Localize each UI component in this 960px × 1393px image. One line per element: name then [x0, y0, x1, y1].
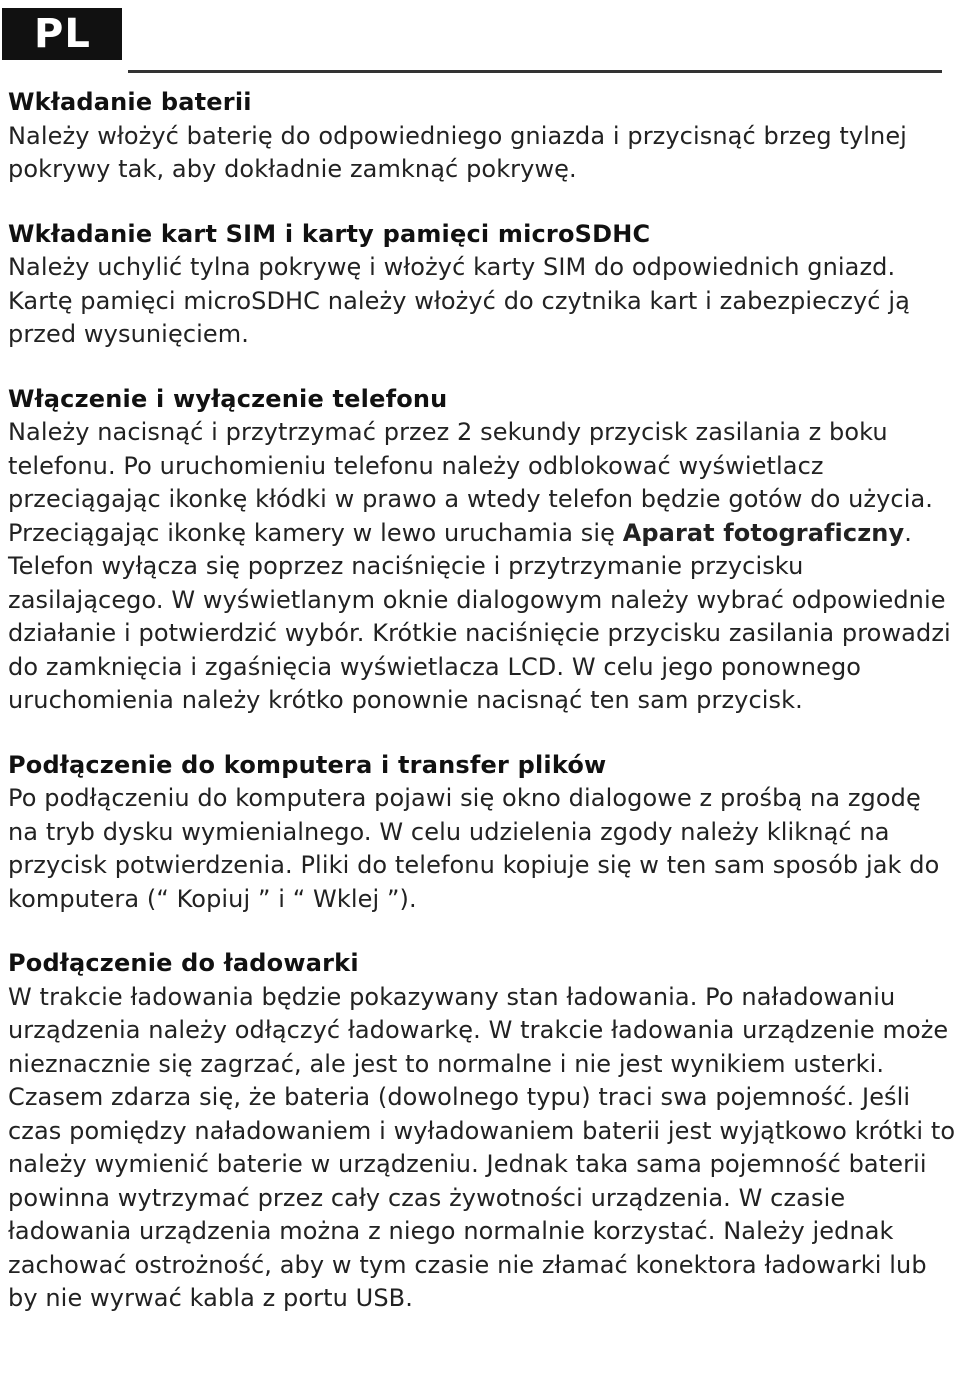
section-power-on-off [8, 383, 956, 718]
section-body: Należy uchylić tylna pokrywę i włożyć karty SIM do odpowiednich gniazd. Kartę pamięci microSDHC należy włożyć do czytnika kart i zabezpieczyć ją przed wysunięciem. [8, 253, 910, 348]
manual-content [8, 86, 956, 1347]
section-body: W trakcie ładowania będzie pokazywany stan ładowania. Po naładowaniu urządzenia należy odłączyć ładowarkę. W trakcie ładowania urządzenie może nieznacznie się zagrzać, ale jest to normalne i nie jest wynikiem usterki. Czasem zdarza się, że bateria (dowolnego typu) traci swa pojemność. Jeśli czas pomiędzy naładowaniem i wyładowaniem baterii jest wyjątkowo krótki to należy wymienić baterie w urządzeniu. Jednak taka sama pojemność baterii powinna wytrzymać przez cały czas żywotności urządzenia. W czasie ładowania urządzenia można z niego normalnie korzystać. Należy jednak zachować ostrożność, aby w tym czasie nie złamać konektora ładowarki lub by nie wyrwać kabla z portu USB. [8, 982, 956, 1312]
section-charger-connection [8, 947, 956, 1316]
section-computer-connection [8, 749, 956, 917]
section-body: Po podłączeniu do komputera pojawi się okno dialogowe z prośbą na zgodę na tryb dysku wymienialnego. W celu udzielenia zgody należy kliknąć na przycisk potwierdzenia. Pliki do telefonu kopiuje się w ten sam sposób jak do komputera (“ Kopiuj ” i “ Wklej ”). [8, 784, 940, 913]
section-title: Wkładanie baterii [8, 88, 252, 116]
section-title: Podłączenie do ładowarki [8, 949, 359, 977]
section-body: Należy włożyć baterię do odpowiedniego gniazda i przycisnąć brzeg tylnej pokrywy tak, aby dokładnie zamknąć pokrywę. [8, 121, 907, 183]
camera-app-name: Aparat fotograficzny [622, 518, 905, 547]
section-title: Włączenie i wyłączenie telefonu [8, 384, 448, 413]
section-body-text-continued: . Telefon wyłącza się poprzez naciśnięcie i przytrzymanie przycisku zasilającego. W wyświetlanym oknie dialogowym należy wybrać odpowiednie działanie i potwierdzić wybór. Krótkie naciśnięcie przycisku zasilania prowadzi do zamknięcia i zgaśnięcia wyświetlacza LCD. W celu jego ponownego uruchomienia należy krótko ponownie nacisnąć ten sam przycisk. [8, 518, 951, 714]
language-code: PL [34, 11, 91, 57]
section-title: Podłączenie do komputera i transfer plików [8, 750, 607, 779]
language-badge [2, 8, 122, 60]
section-body [8, 416, 956, 718]
section-title: Wkładanie kart SIM i karty pamięci microSDHC [8, 219, 651, 248]
section-body-text: Należy nacisnąć i przytrzymać przez 2 sekundy przycisk zasilania z boku telefonu. Po uruchomieniu telefonu należy odblokować wyświetlacz przeciągając ikonkę kłódki w prawo a wtedy telefon będzie gotów do użycia. Przeciągając ikonkę kamery w lewo uruchamia się [8, 418, 934, 547]
section-battery-insertion [8, 86, 956, 187]
section-sim-and-memory-card [8, 218, 956, 352]
header-divider [128, 70, 942, 73]
